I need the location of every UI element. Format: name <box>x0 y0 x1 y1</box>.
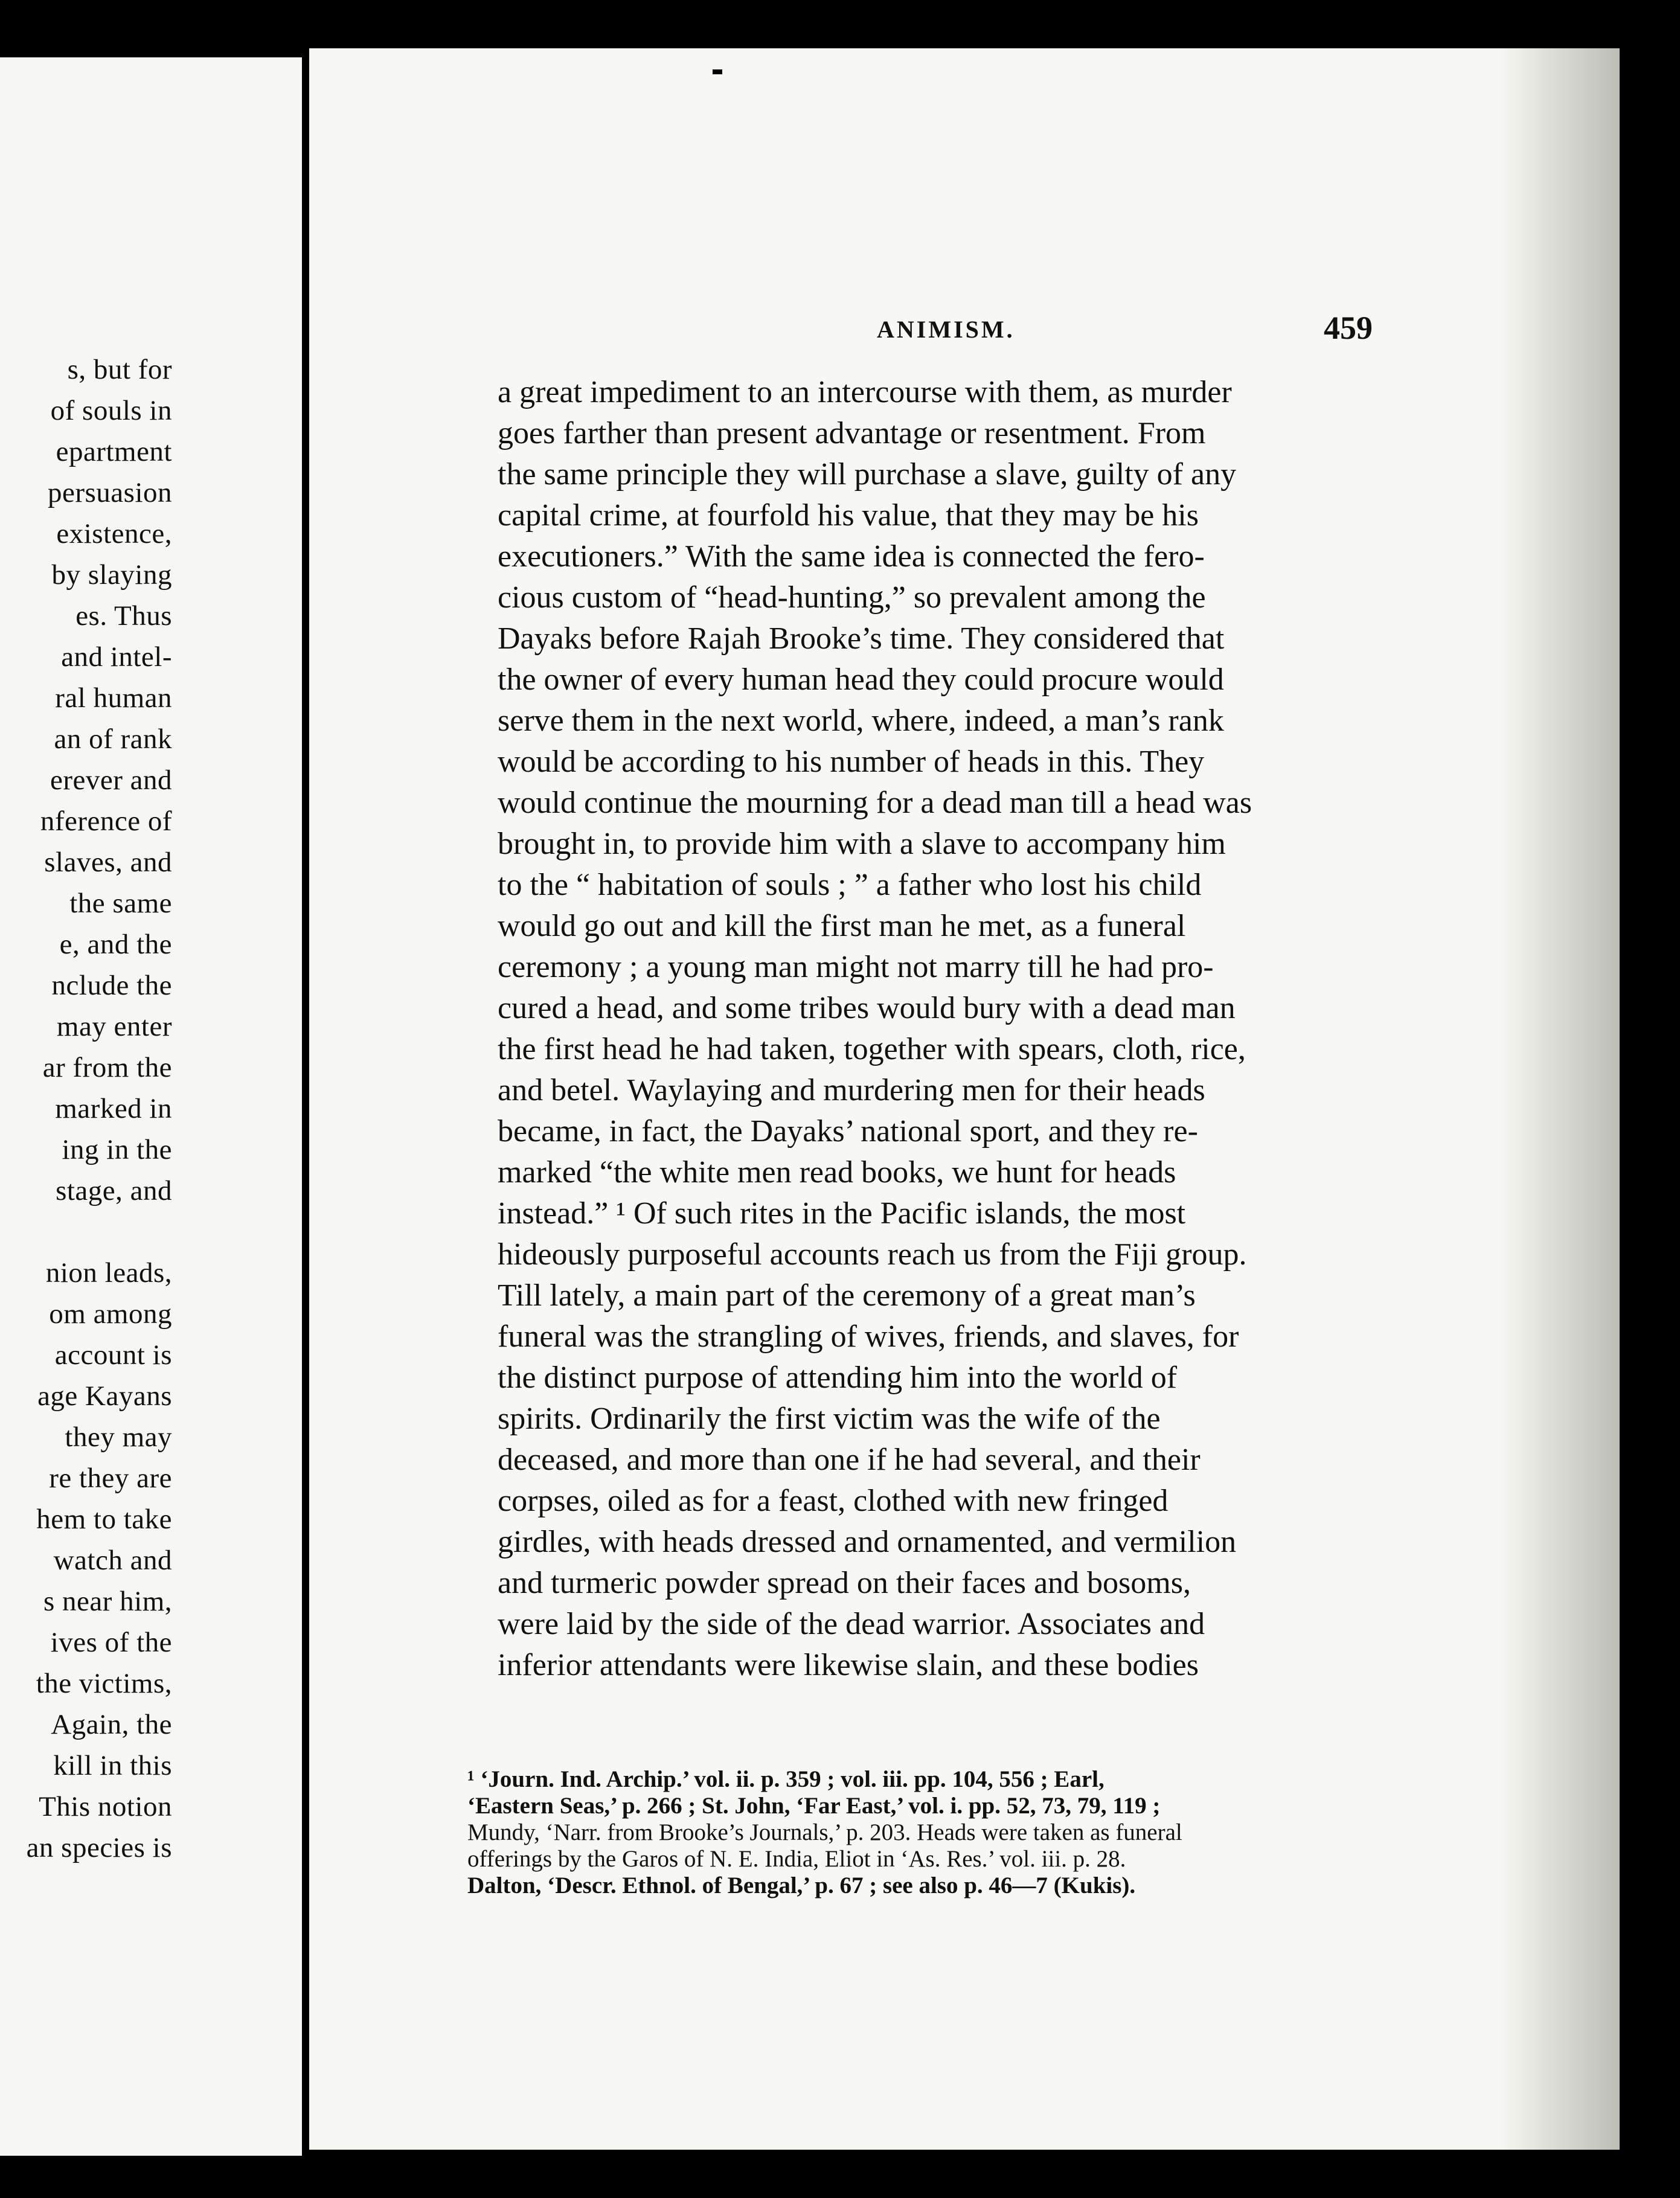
right-page <box>309 48 1620 2150</box>
left-page-line: e, and the <box>59 929 172 960</box>
left-page-line: account is <box>54 1339 172 1371</box>
left-page-line: the victims, <box>36 1668 172 1699</box>
footnote-line: ‘Eastern Seas,’ p. 266 ; St. John, ‘Far East,’ vol. i. pp. 52, 73, 79, 119 ; <box>467 1793 1161 1819</box>
body-line: funeral was the strangling of wives, friends, and slaves, for <box>498 1319 1239 1354</box>
body-line: corpses, oiled as for a feast, clothed with new fringed <box>498 1484 1169 1518</box>
body-line: were laid by the side of the dead warrior. Associates and <box>498 1607 1205 1641</box>
body-line: instead.” ¹ Of such rites in the Pacific islands, the most <box>498 1196 1186 1231</box>
left-page-line: by slaying <box>51 559 172 591</box>
left-page-line: epartment <box>56 436 172 467</box>
left-page-line: re they are <box>49 1463 172 1494</box>
page-number: 459 <box>1324 310 1373 346</box>
left-page-line: existence, <box>56 518 172 550</box>
left-page-line: Again, the <box>51 1709 172 1740</box>
running-head: ANIMISM. <box>877 316 1015 343</box>
left-page-line: the same <box>69 888 172 919</box>
body-line: girdles, with heads dressed and ornamented, and vermilion <box>498 1525 1237 1559</box>
left-page-line: nference of <box>40 806 172 837</box>
body-line: ceremony ; a young man might not marry till he had pro- <box>498 950 1214 984</box>
body-line: the same principle they will purchase a slave, guilty of any <box>498 457 1237 492</box>
left-page <box>0 57 302 2156</box>
left-page-line: hem to take <box>36 1504 172 1535</box>
left-page-line: ar from the <box>42 1052 172 1083</box>
scan-speck <box>331 5 336 16</box>
left-page-line: stage, and <box>56 1175 172 1206</box>
body-line: inferior attendants were likewise slain, and these bodies <box>498 1648 1199 1682</box>
left-page-line: ing in the <box>62 1134 172 1165</box>
body-line: the distinct purpose of attending him into the world of <box>498 1360 1178 1395</box>
body-line: capital crime, at fourfold his value, that they may be his <box>498 498 1199 533</box>
left-page-line: s, but for <box>67 354 172 385</box>
left-page-line: slaves, and <box>44 847 172 878</box>
body-line: and betel. Waylaying and murdering men for their heads <box>498 1073 1205 1107</box>
body-line: hideously purposeful accounts reach us from the Fiji group. <box>498 1237 1247 1272</box>
footnote-line: offerings by the Garos of N. E. India, Eliot in ‘As. Res.’ vol. iii. p. 28. <box>467 1846 1126 1872</box>
body-line: the owner of every human head they could procure would <box>498 662 1224 697</box>
left-page-line: an of rank <box>54 723 172 755</box>
left-page-line: an species is <box>26 1832 172 1863</box>
body-line: a great impediment to an intercourse with them, as murder <box>498 375 1232 409</box>
left-page-line: persuasion <box>47 477 172 508</box>
body-line: and turmeric powder spread on their faces and bosoms, <box>498 1566 1191 1600</box>
body-line: spirits. Ordinarily the first victim was the wife of the <box>498 1402 1161 1436</box>
footnote-line: Mundy, ‘Narr. from Brooke’s Journals,’ p. 203. Heads were taken as funeral <box>467 1819 1182 1845</box>
left-page-line: marked in <box>55 1093 172 1124</box>
footnote-line: Dalton, ‘Descr. Ethnol. of Bengal,’ p. 67 ; see also p. 46—7 (Kukis). <box>467 1873 1136 1898</box>
left-page-line: ral human <box>55 682 172 714</box>
body-line: to the “ habitation of souls ; ” a father who lost his child <box>498 868 1202 902</box>
left-page-line: erever and <box>50 764 172 796</box>
body-line: became, in fact, the Dayaks’ national sport, and they re- <box>498 1114 1198 1149</box>
body-line: would be according to his number of heads in this. They <box>498 745 1205 779</box>
scan-speck <box>713 69 722 74</box>
footnote-line: ¹ ‘Journ. Ind. Archip.’ vol. ii. p. 359 ; vol. iii. pp. 104, 556 ; Earl, <box>467 1766 1105 1792</box>
left-page-line: s near him, <box>43 1586 172 1617</box>
body-line: brought in, to provide him with a slave to accompany him <box>498 827 1226 861</box>
left-page-line: watch and <box>53 1545 172 1576</box>
page-header <box>309 309 1620 351</box>
left-page-line: nion leads, <box>45 1257 172 1289</box>
body-line: would go out and kill the first man he met, as a funeral <box>498 909 1186 943</box>
left-page-line: may enter <box>56 1011 172 1042</box>
body-line: cured a head, and some tribes would bury with a dead man <box>498 991 1236 1025</box>
left-page-line: they may <box>65 1421 172 1453</box>
left-page-line: age Kayans <box>37 1380 172 1412</box>
body-line: would continue the mourning for a dead man till a head was <box>498 786 1252 820</box>
left-page-line: of souls in <box>50 395 172 426</box>
body-line: marked “the white men read books, we hunt for heads <box>498 1155 1176 1190</box>
body-line: Dayaks before Rajah Brooke’s time. They considered that <box>498 621 1225 656</box>
body-line: Till lately, a main part of the ceremony of a great man’s <box>498 1278 1196 1313</box>
left-page-line: This notion <box>39 1791 172 1822</box>
left-page-line: es. Thus <box>75 600 172 632</box>
body-line: serve them in the next world, where, indeed, a man’s rank <box>498 703 1224 738</box>
body-line: executioners.” With the same idea is connected the fero- <box>498 539 1205 574</box>
left-page-line: ives of the <box>50 1627 172 1658</box>
body-line: deceased, and more than one if he had several, and their <box>498 1443 1201 1477</box>
left-page-line: and intel- <box>61 641 172 673</box>
body-line: goes farther than present advantage or resentment. From <box>498 416 1206 450</box>
left-page-line: nclude the <box>51 970 172 1001</box>
left-page-line: kill in this <box>53 1750 172 1781</box>
body-line: the first head he had taken, together with spears, cloth, rice, <box>498 1032 1246 1066</box>
body-line: cious custom of “head-hunting,” so prevalent among the <box>498 580 1206 615</box>
left-page-line: om among <box>49 1298 172 1330</box>
